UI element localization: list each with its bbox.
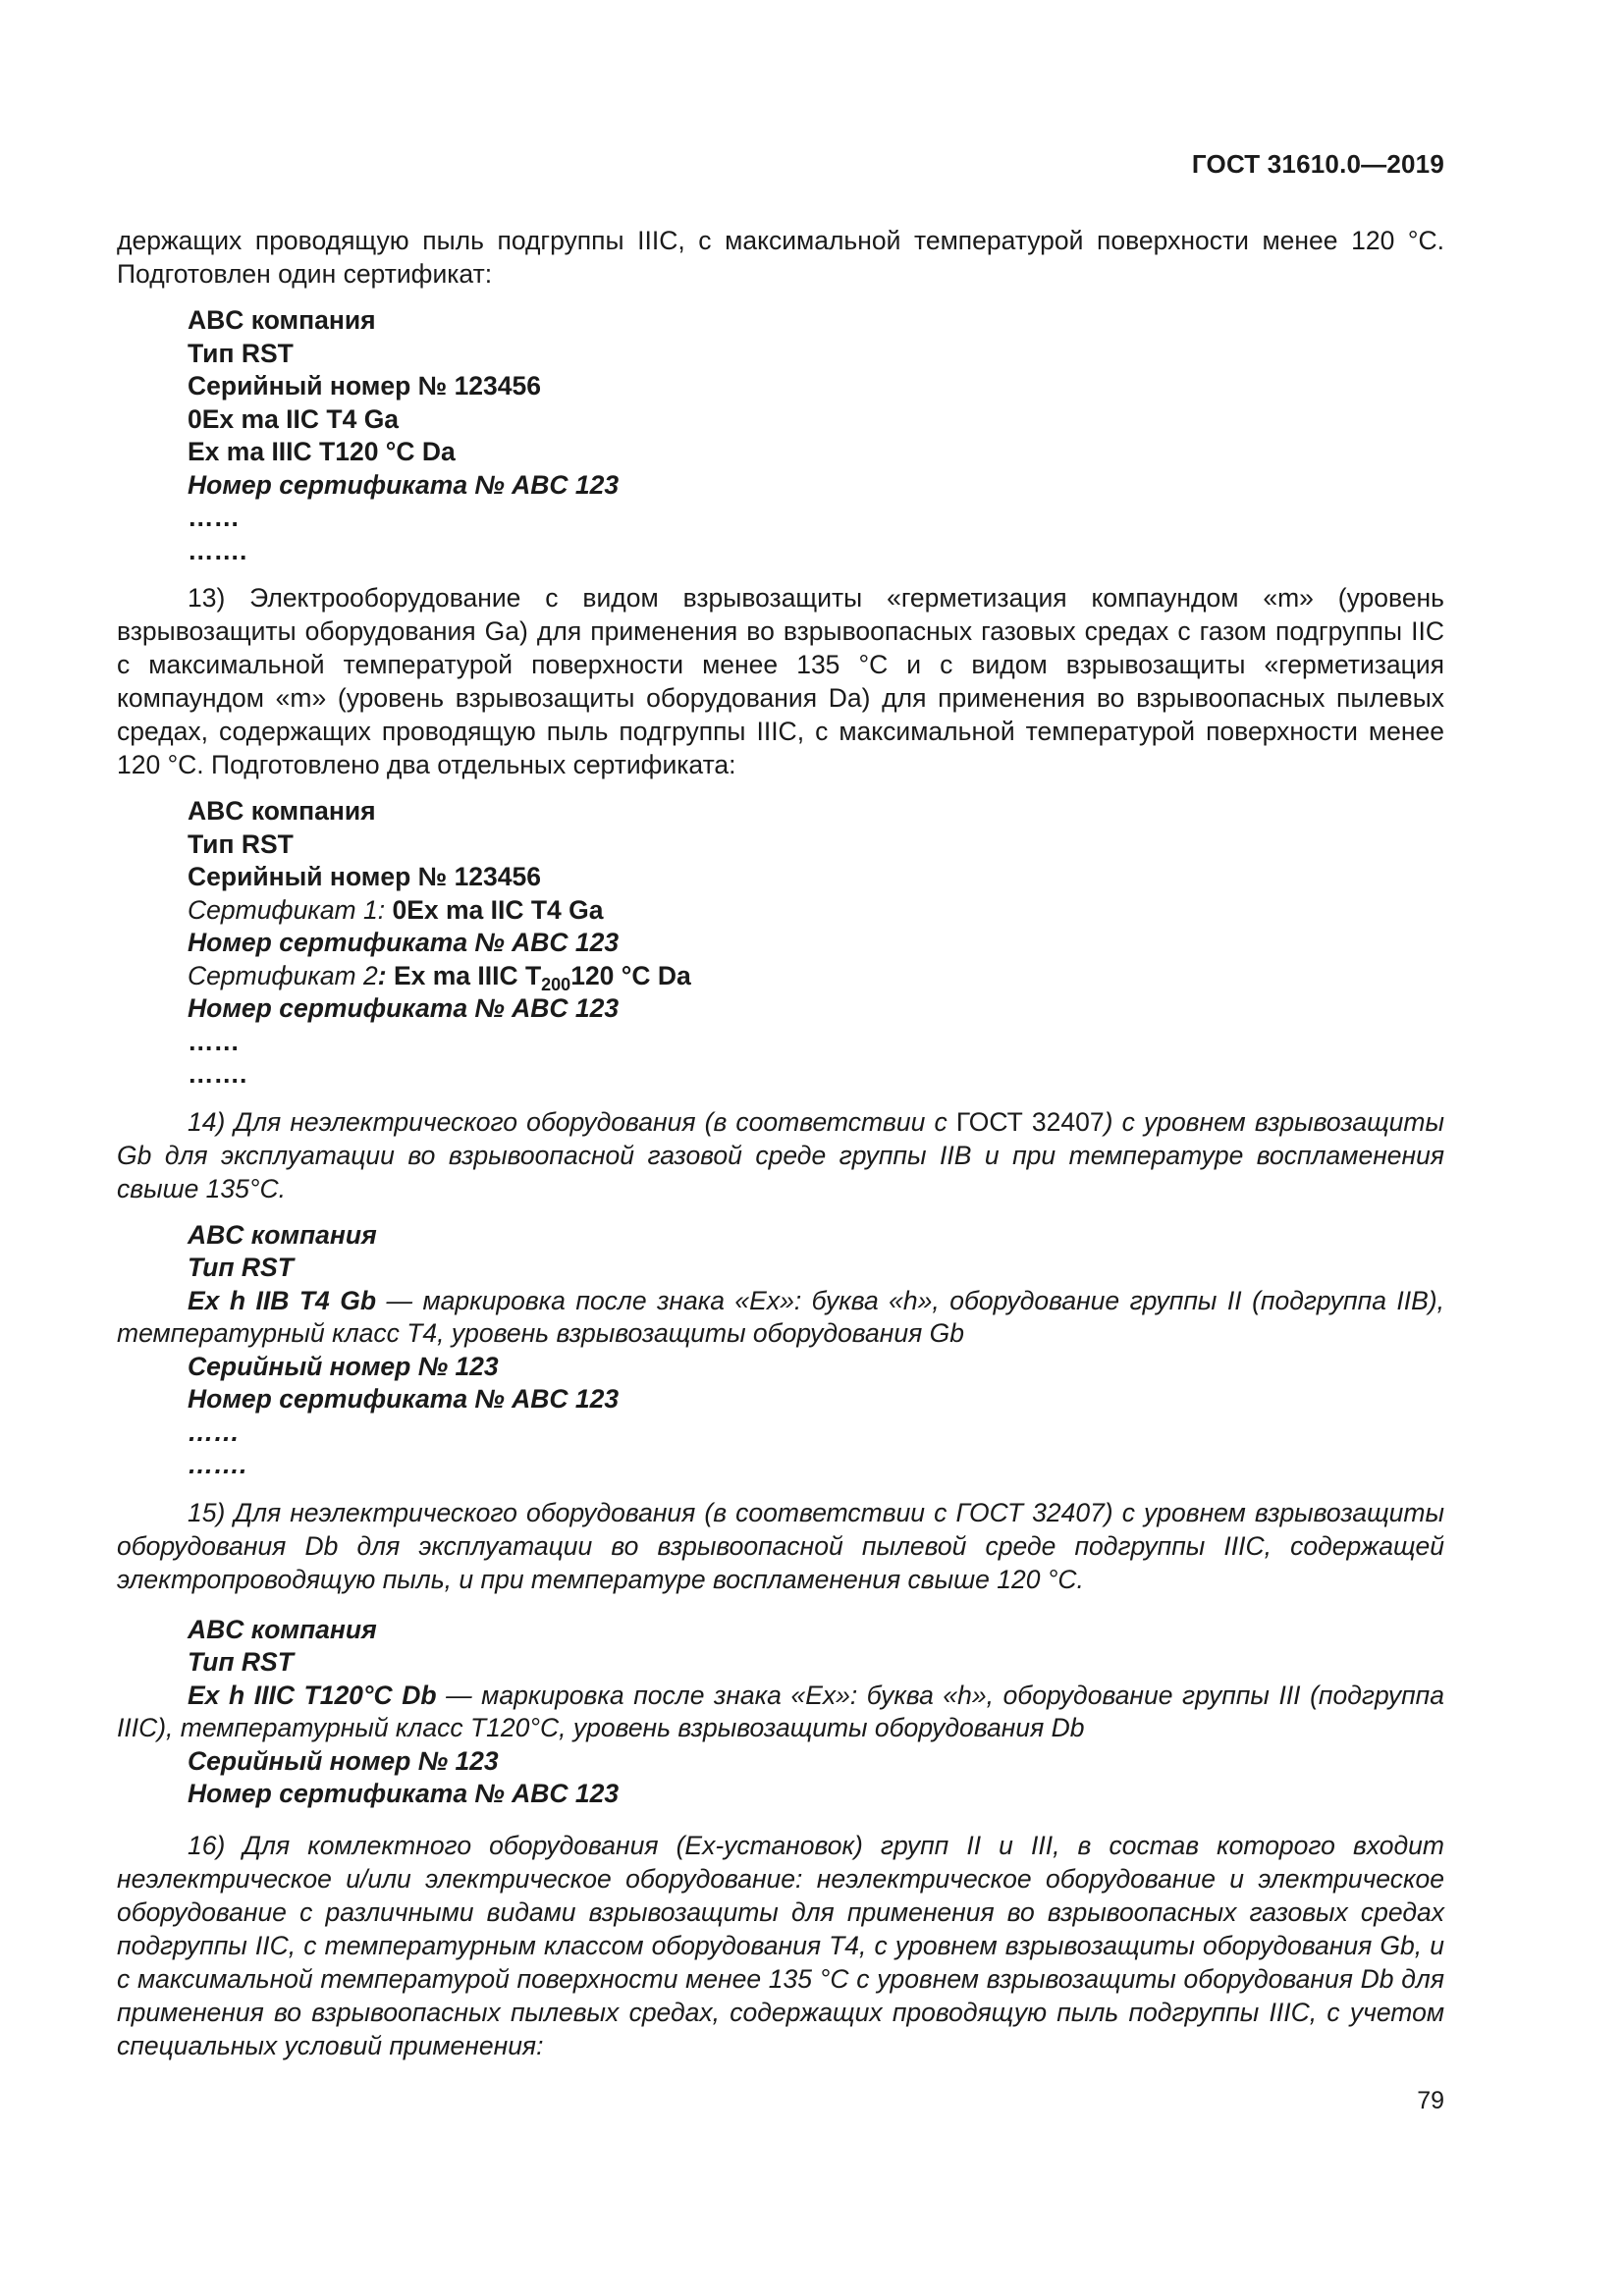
marking-type: Тип RST <box>188 828 294 859</box>
marking-certificate-number: Номер сертификата № ABC 123 <box>188 928 620 957</box>
marking-serial: Серийный номер № 123456 <box>188 862 542 891</box>
marking-ellipsis: …… <box>188 1026 240 1056</box>
marking-certificate-number: Номер сертификата № ABC 123 <box>188 1384 620 1414</box>
certificate-2-mark-subscript: 200 <box>541 974 571 994</box>
marking-type: Тип RST <box>188 338 294 368</box>
marking-ellipsis: ……. <box>188 1450 247 1479</box>
paragraph-14-text-b: ) с уровнем взрывозащиты Gb для эксплуатации во взрывоопасной газовой среде группы IIB и при температуре воспламенения свыше 135°C. <box>117 1106 1444 1203</box>
marking-ellipsis: ……. <box>188 1059 247 1089</box>
marking-certificate-2 <box>188 960 1444 993</box>
marking-ex-explanation: — маркировка после знака «Ex»: буква «h», оборудование группы II (подгруппа IIB), температурный класс T4, уровень взрывозащиты оборудования Gb <box>117 1285 1444 1348</box>
marking-ex-explanation: — маркировка после знака «Ex»: буква «h», оборудование группы III (подгруппа IIIC), температурный класс T120°C, уровень взрывозащиты оборудования Db <box>117 1680 1444 1742</box>
marking-serial: Серийный номер № 123 <box>188 1745 499 1776</box>
marking-example-4 <box>117 1614 1444 1811</box>
paragraph-15: 15) Для неэлектрического оборудования (в соответствии с ГОСТ 32407) с уровнем взрывозащиты оборудования Db для эксплуатации во взрывоопасной пылевой среде подгруппы IIIC, содержащей электропроводящую пыль, и при температуре воспламенения свыше 120 °C. <box>117 1497 1444 1594</box>
marking-certificate-number: Номер сертификата № ABC 123 <box>188 993 620 1023</box>
marking-ellipsis: …… <box>188 503 240 532</box>
marking-ex-dust: Ex ma IIIC T120 °C Da <box>188 437 456 466</box>
marking-ellipsis: …… <box>188 1416 240 1447</box>
certificate-2-mark-part-b: 120 °C Da <box>570 960 691 990</box>
marking-ex-description <box>117 1285 1444 1351</box>
marking-company: ABC компания <box>188 1219 377 1250</box>
paragraph-13: 13) Электрооборудование с видом взрывозащиты «герметизация компаундом «m» (уровень взрывозащиты оборудования Ga) для применения во взрывоопасных газовых средах с газом подгруппы IIC с максимальной температурой поверхности менее 135 °C и с видом взрывозащиты «герметизация компаундом «m» (уровень взрывозащиты оборудования Da) для применения во взрывоопасных пылевых средах, содержащих проводящую пыль подгруппы IIIC, с максимальной температурой поверхности менее 120 °C. Подготовлено два отдельных сертификата: <box>117 583 1444 779</box>
marking-example-1 <box>117 304 1444 567</box>
marking-company: ABC компания <box>188 305 376 335</box>
certificate-2-mark-part-a: Ex ma IIIC T <box>393 960 542 990</box>
marking-company: ABC компания <box>188 796 376 826</box>
paragraph-14-text-a: 14) Для неэлектрического оборудования (в соответствии с <box>188 1106 956 1137</box>
marking-example-3 <box>117 1219 1444 1482</box>
certificate-1-mark: 0Ex ma IIC T4 Ga <box>392 894 604 925</box>
certificate-2-colon: : <box>377 960 387 990</box>
certificate-2-mark <box>393 960 691 994</box>
marking-serial: Серийный номер № 123456 <box>188 371 542 400</box>
page-number: 79 <box>1417 2087 1444 2114</box>
paragraph-16: 16) Для комлектного оборудования (Ex-установок) групп II и III, в состав которого входит неэлектрическое и/или электрическое оборудование: неэлектрическое оборудование и электрическое оборудование с различными видами взрывозащиты для применения во взрывоопасных газовых средах подгруппы IIC, с температурным классом оборудования T4, с уровнем взрывозащиты оборудования Gb, и с максимальной температурой поверхности менее 135 °C с уровнем взрывозащиты оборудования Db для применения во взрывоопасных пылевых средах, содержащих проводящую пыль подгруппы IIIC, с учетом специальных условий применения: <box>117 1830 1444 2060</box>
marking-certificate-number: Номер сертификата № ABC 123 <box>188 469 620 500</box>
marking-ex-description <box>117 1680 1444 1745</box>
marking-ellipsis: ……. <box>188 535 247 565</box>
marking-ex-gas: 0Ex ma IIC T4 Ga <box>188 403 400 434</box>
marking-example-2 <box>117 795 1444 1092</box>
marking-serial: Серийный номер № 123 <box>188 1351 499 1381</box>
page-content <box>117 224 1444 2062</box>
certificate-1-label: Сертификат 1: <box>188 894 386 925</box>
certificate-2-label: Сертификат 2 <box>188 960 378 990</box>
marking-ex-code: Ex h IIB T4 Gb <box>188 1285 377 1315</box>
marking-type: Тип RST <box>188 1253 294 1282</box>
marking-certificate-1 <box>188 894 1444 928</box>
paragraph-14 <box>117 1105 1444 1205</box>
gost-reference: ГОСТ 32407 <box>955 1106 1105 1137</box>
standard-designation: ГОСТ 31610.0—2019 <box>1191 149 1444 179</box>
marking-company: ABC компания <box>188 1614 377 1644</box>
marking-ex-code: Ex h IIIC T120°C Db <box>188 1680 437 1710</box>
marking-certificate-number: Номер сертификата № ABC 123 <box>188 1779 620 1808</box>
paragraph-continuation: держащих проводящую пыль подгруппы IIIC, с максимальной температурой поверхности менее 120 °C. Подготовлен один сертификат: <box>117 226 1444 289</box>
marking-type: Тип RST <box>188 1647 294 1677</box>
